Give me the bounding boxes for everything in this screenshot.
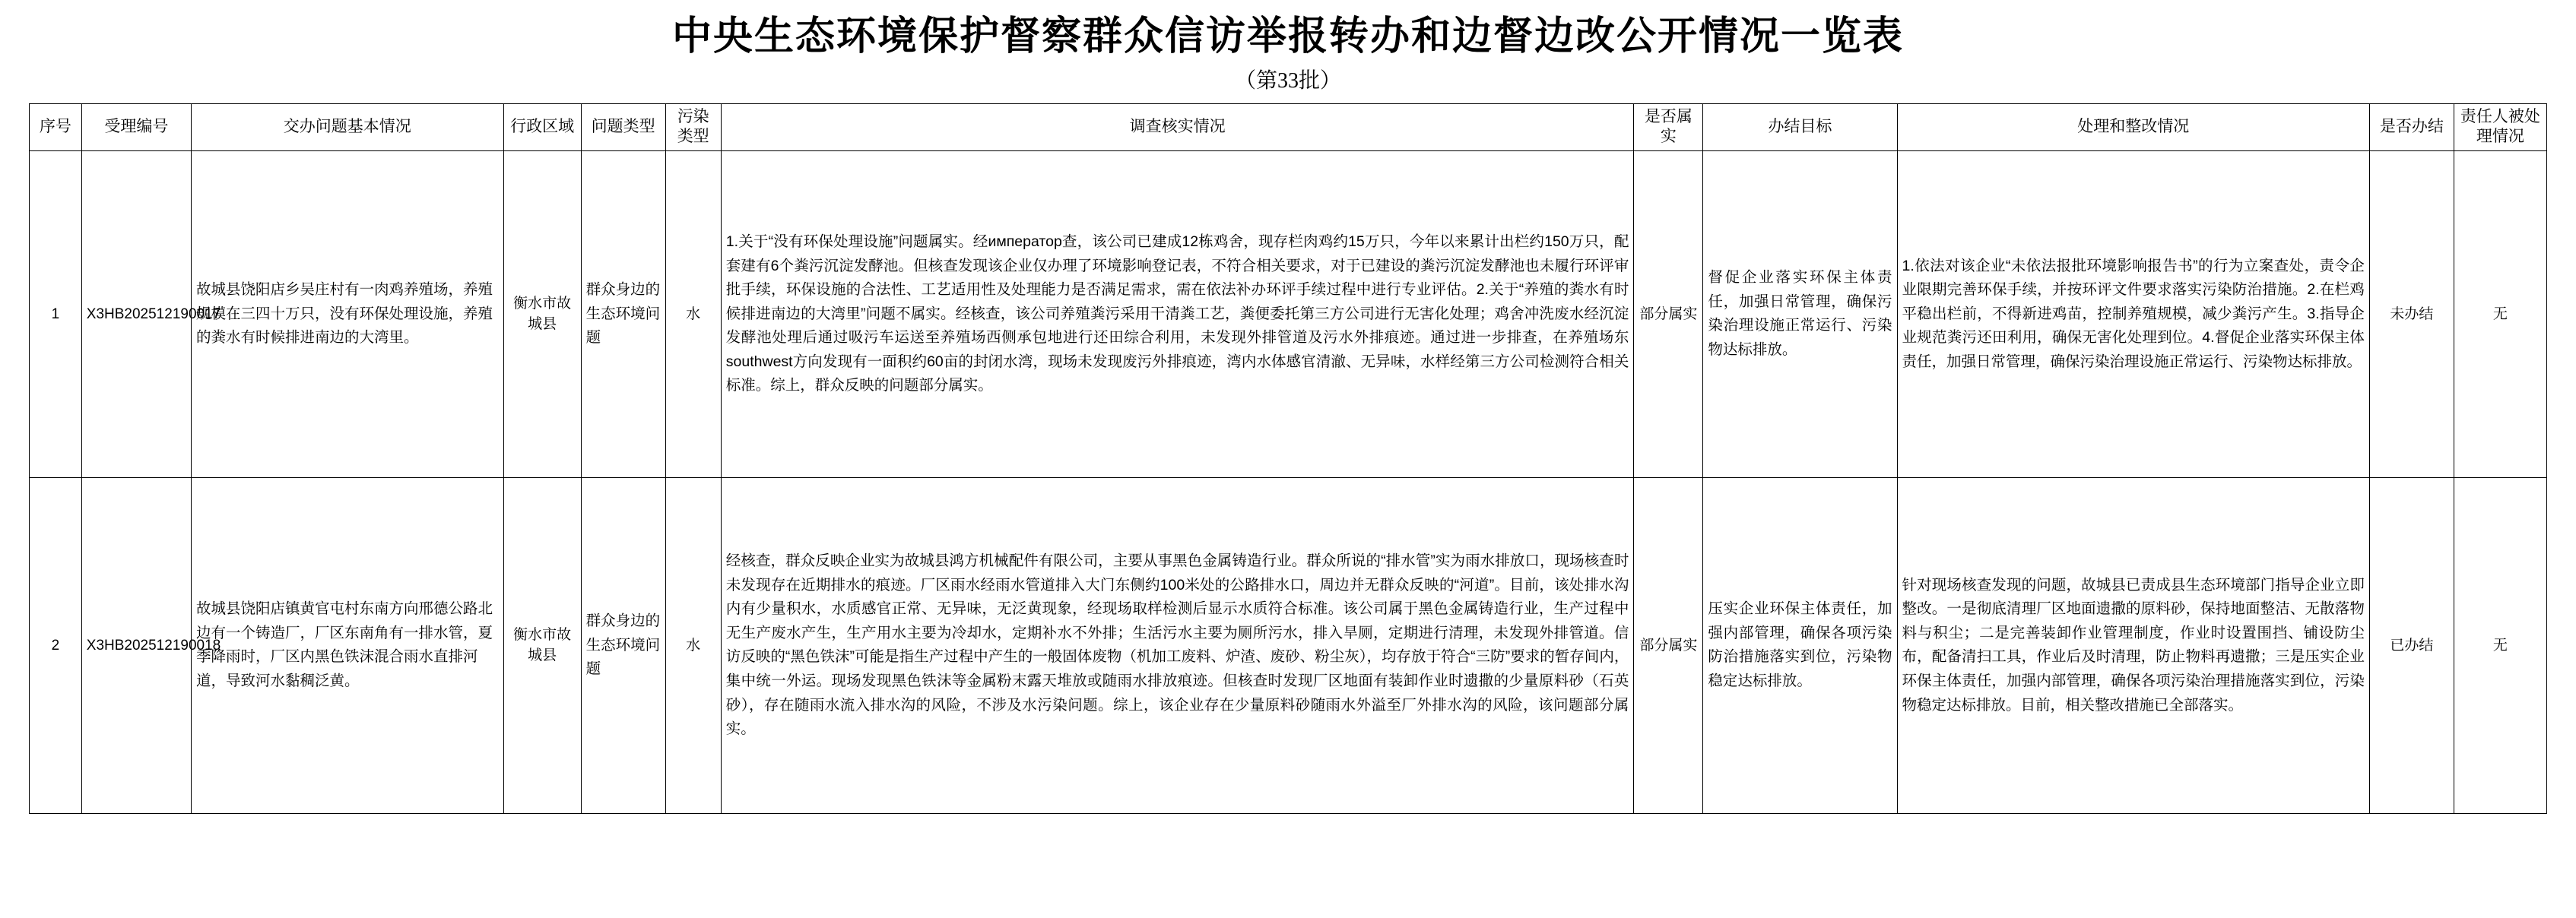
table-header-row [30,103,2547,150]
header-investigation: 调查核实情况 [721,103,1634,150]
cell-pollution-type: 水 [665,477,721,813]
cell-problem-type: 群众身边的生态环境问题 [581,477,665,813]
header-problem-type: 问题类型 [581,103,665,150]
header-is-true: 是否属实 [1634,103,1703,150]
cell-is-true: 部分属实 [1634,150,1703,477]
cell-case-number: X3HB202512190018 [81,477,191,813]
cell-admin-region: 衡水市故城县 [503,477,581,813]
cell-basic-situation: 故城县饶阳店乡吴庄村有一肉鸡养殖场，养殖规模在三四十万只，没有环保处理设施，养殖的粪水有时候排进南边的大湾里。 [192,150,504,477]
header-basic-situation: 交办问题基本情况 [192,103,504,150]
header-treatment: 处理和整改情况 [1897,103,2369,150]
cell-basic-situation: 故城县饶阳店镇黄官屯村东南方向邢德公路北边有一个铸造厂，厂区东南角有一排水管，夏季降雨时，厂区内黑色铁沫混合雨水直排河道，导致河水黏稠泛黄。 [192,477,504,813]
cell-is-true: 部分属实 [1634,477,1703,813]
table-row [30,150,2547,477]
page-title: 中央生态环境保护督察群众信访举报转办和边督边改公开情况一览表 [671,15,1904,59]
cell-is-closed: 未办结 [2369,150,2454,477]
header-pollution-type: 污染类型 [665,103,721,150]
cell-investigation: 经核查，群众反映企业实为故城县鸿方机械配件有限公司，主要从事黑色金属铸造行业。群众所说的“排水管”实为雨水排放口，现场核查时未发现存在近期排水的痕迹。厂区雨水经雨水管道排入大门东侧约100米处的公路排水口，周边并无群众反映的“河道”。目前，该处排水沟内有少量积水，水质感官正常、无异味，无泛黄现象，经现场取样检测后显示水质符合标准。该公司属于黑色金属铸造行业，生产过程中无生产废水产生，生产用水主要为冷却水，定期补水不外排；生活污水主要为厕所污水，排入旱厕，定期进行清理，未发现外排管道。信访反映的“黑色铁沫”可能是指生产过程中产生的一般固体废物（机加工废料、炉渣、废砂、粉尘灰），均存放于符合“三防”要求的暂存间内，集中统一外运。现场发现黑色铁沫等金属粉末露天堆放或随雨水排放痕迹。但核查时发现厂区地面有装卸作业时遗撒的少量原料砂（石英砂），存在随雨水流入排水沟的风险，不涉及水污染问题。综上，该企业存在少量原料砂随雨水外溢至厂外排水沟的风险，该问题部分属实。 [721,477,1634,813]
header-is-closed: 是否办结 [2369,103,2454,150]
header-index: 序号 [30,103,82,150]
header-case-number: 受理编号 [81,103,191,150]
cell-problem-type: 群众身边的生态环境问题 [581,150,665,477]
cell-index: 2 [30,477,82,813]
page-subtitle: （第33批） [1234,69,1341,93]
cell-investigation: 1.关于“没有环保处理设施”问题属实。经император查，该公司已建成12栋鸡舍，现存栏肉鸡约15万只，今年以来累计出栏约150万只，配套建有6个粪污沉淀发酵池。但核查发现该企业仅办理了环境影响登记表，不符合相关要求，对于已建设的粪污沉淀发酵池也未履行环评审批手续，环保设施的合法性、工艺适用性及处理能力是否满足需求，需在依法补办环评手续过程中进行专业评估。2.关于“养殖的粪水有时候排进南边的大湾里”问题不属实。经核查，该公司养殖粪污采用干清粪工艺，粪便委托第三方公司进行无害化处理；鸡舍冲洗废水经沉淀发酵池处理后通过吸污车运送至养殖场西侧承包地进行还田综合利用，未发现外排管道及污水外排痕迹。通过进一步排查，在养殖场东southwest方向发现有一面积约60亩的封闭水湾，现场未发现废污外排痕迹，湾内水体感官清澈、无异味，水样经第三方公司检测符合相关标准。综上，群众反映的问题部分属实。 [721,150,1634,477]
cell-pollution-type: 水 [665,150,721,477]
cell-admin-region: 衡水市故城县 [503,150,581,477]
cell-responsible-handled: 无 [2454,477,2546,813]
header-admin-region: 行政区域 [503,103,581,150]
header-responsible-handled: 责任人被处理情况 [2454,103,2546,150]
public-disclosure-table [29,103,2547,814]
cell-handling-goal: 督促企业落实环保主体责任，加强日常管理，确保污染治理设施正常运行、污染物达标排放。 [1703,150,1897,477]
cell-treatment: 1.依法对该企业“未依法报批环境影响报告书”的行为立案查处，责令企业限期完善环保手续，并按环评文件要求落实污染防治措施。2.在栏鸡平稳出栏前，不得新进鸡苗，控制养殖规模，减少粪污产生。3.指导企业规范粪污还田利用，确保无害化处理到位。4.督促企业落实环保主体责任，加强日常管理，确保污染治理设施正常运行、污染物达标排放。 [1897,150,2369,477]
header-handling-goal: 办结目标 [1703,103,1897,150]
cell-is-closed: 已办结 [2369,477,2454,813]
table-row [30,477,2547,813]
cell-index: 1 [30,150,82,477]
cell-case-number: X3HB202512190017 [81,150,191,477]
cell-responsible-handled: 无 [2454,150,2546,477]
cell-treatment: 针对现场核查发现的问题，故城县已责成县生态环境部门指导企业立即整改。一是彻底清理厂区地面遗撒的原料砂，保持地面整洁、无散落物料与积尘；二是完善装卸作业管理制度，作业时设置围挡、铺设防尘布，配备清扫工具，作业后及时清理，防止物料再遗撒；三是压实企业环保主体责任，加强内部管理，确保各项污染治理措施落实到位，污染物稳定达标排放。目前，相关整改措施已全部落实。 [1897,477,2369,813]
cell-handling-goal: 压实企业环保主体责任，加强内部管理，确保各项污染防治措施落实到位，污染物稳定达标排放。 [1703,477,1897,813]
